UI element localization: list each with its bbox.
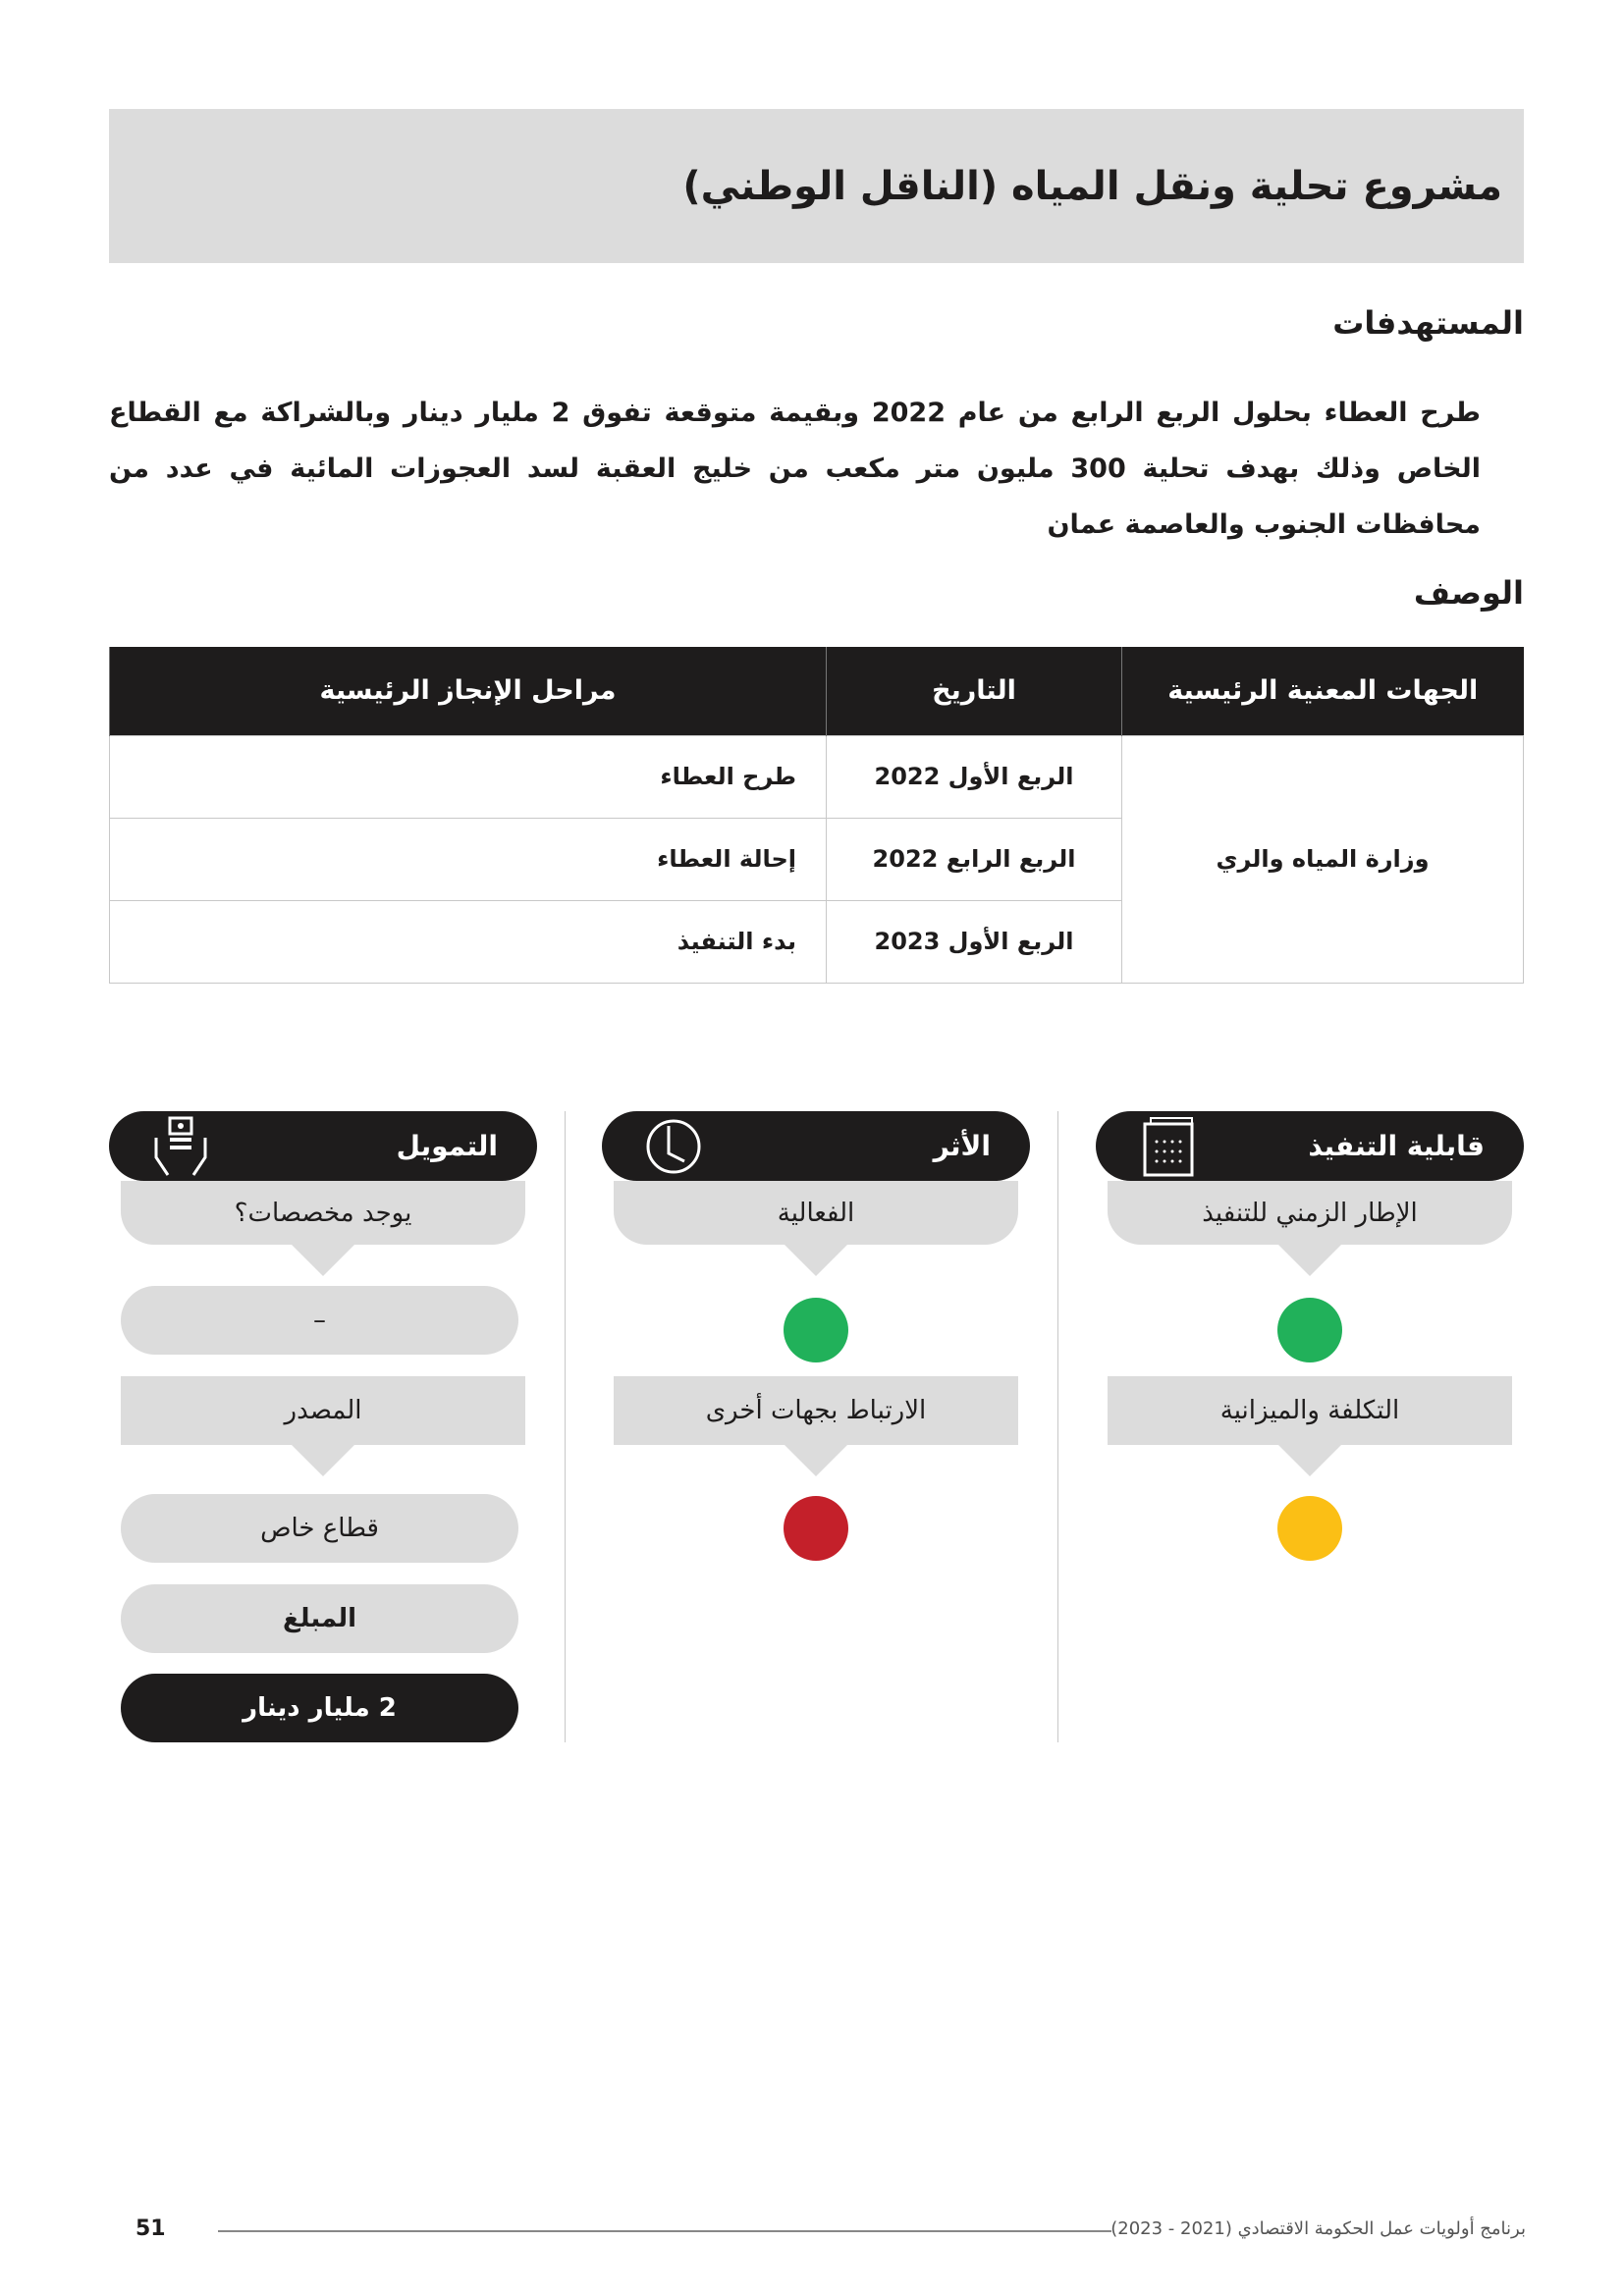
milestones-table — [109, 647, 1524, 984]
table-header — [110, 647, 1524, 735]
pointer — [292, 1245, 354, 1276]
source-label: المصدر — [121, 1376, 525, 1445]
allocations-label: يوجد مخصصات؟ — [121, 1181, 525, 1245]
column-header: التاريخ — [827, 647, 1122, 735]
pointer — [1278, 1245, 1341, 1276]
entity-cell: وزارة المياه والري — [1122, 735, 1524, 983]
milestone-cell: بدء التنفيذ — [110, 900, 827, 983]
cost-label: التكلفة والميزانية — [1108, 1376, 1512, 1445]
objectives-heading: المستهدفات — [1332, 304, 1524, 342]
column-divider — [565, 1111, 566, 1742]
pointer — [785, 1445, 847, 1476]
date-cell: الربع الرابع 2022 — [827, 818, 1122, 900]
objectives-text: طرح العطاء بحلول الربع الرابع من عام 2022 وبقيمة متوقعة تفوق 2 مليار دينار وبالشراكة مع القطاع الخاص وذلك بهدف تحلية 300 مليون متر مكعب من خليج العقبة لسد العجوزات المائية في عدد من محافظات الجنوب والعاصمة عمان — [109, 398, 1481, 540]
calendar-icon — [1135, 1114, 1200, 1179]
footer-rule — [218, 2230, 1111, 2232]
allocations-value: – — [121, 1286, 518, 1355]
description-heading: الوصف — [1413, 574, 1524, 612]
amount-label: المبلغ — [121, 1584, 518, 1653]
feasibility-title: قابلية التنفيذ — [1308, 1130, 1485, 1162]
source-value: قطاع خاص — [121, 1494, 518, 1563]
clock-icon — [641, 1114, 706, 1179]
footer-text: برنامج أولويات عمل الحكومة الاقتصادي (2021 - 2023) — [1110, 2218, 1526, 2239]
column-divider — [1057, 1111, 1058, 1742]
date-cell: الربع الأول 2023 — [827, 900, 1122, 983]
status-dot-yellow — [1277, 1496, 1342, 1561]
column-header: مراحل الإنجاز الرئيسية — [110, 647, 827, 735]
column-header: الجهات المعنية الرئيسية — [1122, 647, 1524, 735]
status-dot-green — [784, 1298, 848, 1362]
milestone-cell: إحالة العطاء — [110, 818, 827, 900]
status-dot-green — [1277, 1298, 1342, 1362]
page-number: 51 — [135, 2216, 166, 2241]
effectiveness-label: الفعالية — [614, 1181, 1018, 1245]
pointer — [1278, 1445, 1341, 1476]
title-banner — [109, 109, 1524, 263]
money-hands-icon — [148, 1114, 213, 1179]
funding-header — [109, 1111, 537, 1181]
funding-title: التمويل — [396, 1130, 498, 1162]
pointer — [785, 1245, 847, 1276]
impact-header — [602, 1111, 1030, 1181]
table-row — [110, 735, 1524, 818]
page-title: مشروع تحلية ونقل المياه (الناقل الوطني) — [682, 163, 1502, 209]
timeline-label: الإطار الزمني للتنفيذ — [1108, 1181, 1512, 1245]
status-dot-red — [784, 1496, 848, 1561]
date-cell: الربع الأول 2022 — [827, 735, 1122, 818]
impact-title: الأثر — [933, 1130, 991, 1162]
milestone-cell: طرح العطاء — [110, 735, 827, 818]
linkage-label: الارتباط بجهات أخرى — [614, 1376, 1018, 1445]
feasibility-header — [1096, 1111, 1524, 1181]
pointer — [292, 1445, 354, 1476]
amount-value: 2 مليار دينار — [121, 1674, 518, 1742]
